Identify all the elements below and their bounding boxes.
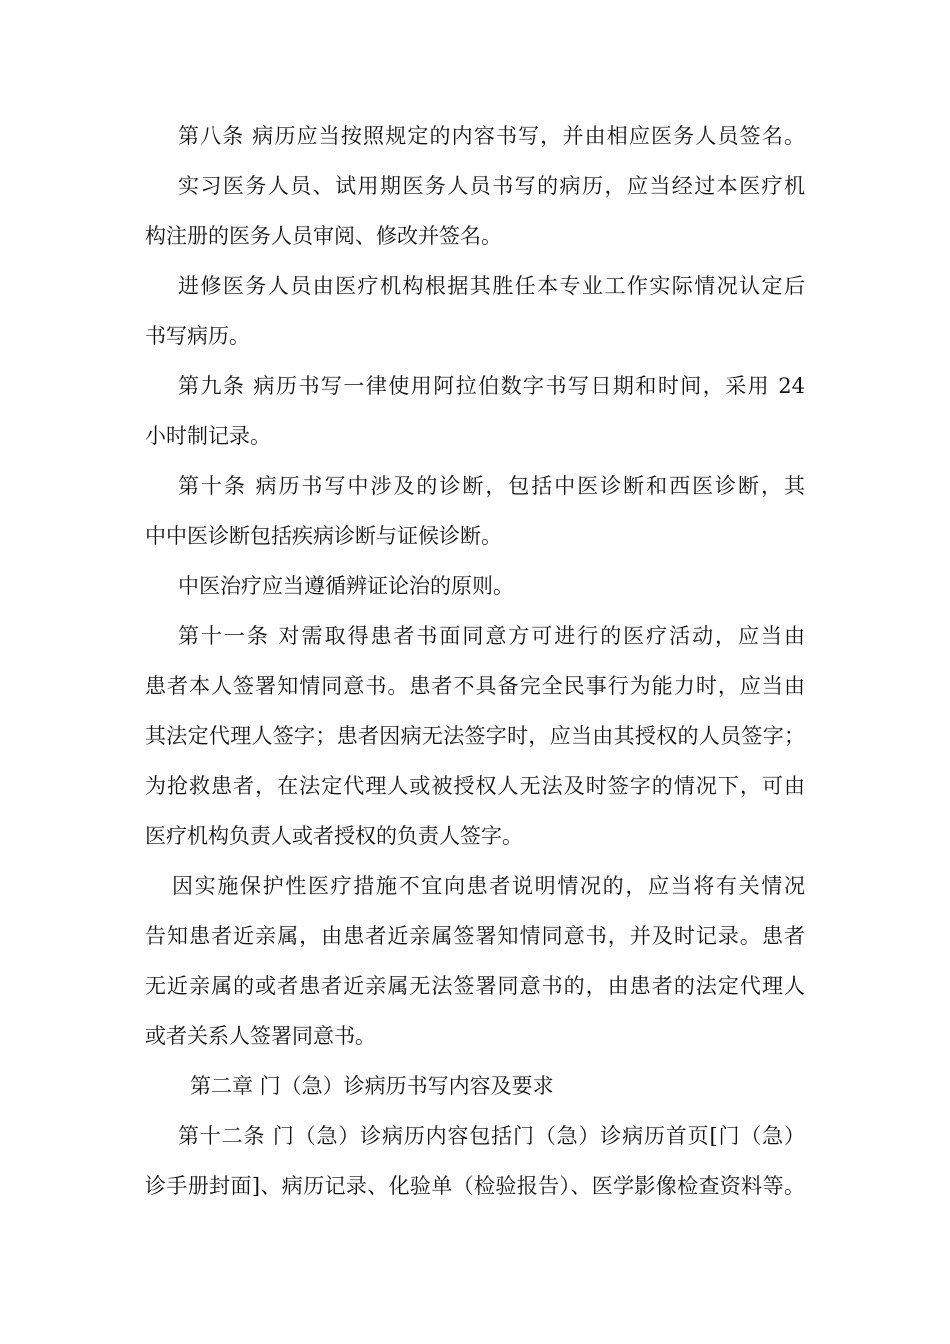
article-12-heading-line: 第十二条 门（急）诊病历内容包括门（急）诊病历首页[门（急） bbox=[178, 1124, 805, 1148]
paragraph-line: 无近亲属的或者患者近亲属无法签署同意书的，由患者的法定代理人 bbox=[145, 974, 805, 998]
paragraph-line: 书写病历。 bbox=[145, 324, 250, 348]
paragraph-line: 构注册的医务人员审阅、修改并签名。 bbox=[145, 224, 502, 248]
article-9-heading-line: 第九条 病历书写一律使用阿拉伯数字书写日期和时间，采用 24 bbox=[178, 374, 805, 398]
paragraph-line: 因实施保护性医疗措施不宜向患者说明情况的，应当将有关情况 bbox=[172, 874, 805, 898]
paragraph-line: 医疗机构负责人或者授权的负责人签字。 bbox=[145, 824, 523, 848]
paragraph-line: 其法定代理人签字；患者因病无法签字时，应当由其授权的人员签字； bbox=[145, 724, 805, 748]
paragraph-line: 诊手册封面]、病历记录、化验单（检验报告）、医学影像检查资料等。 bbox=[145, 1174, 805, 1198]
paragraph-line: 或者关系人签署同意书。 bbox=[145, 1024, 376, 1048]
paragraph-line: 实习医务人员、试用期医务人员书写的病历，应当经过本医疗机 bbox=[178, 174, 805, 198]
paragraph-line: 为抢救患者，在法定代理人或被授权人无法及时签字的情况下，可由 bbox=[145, 774, 805, 798]
paragraph-line: 中医治疗应当遵循辨证论治的原则。 bbox=[178, 574, 514, 598]
paragraph-line: 中中医诊断包括疾病诊断与证候诊断。 bbox=[145, 524, 502, 548]
paragraph-line: 患者本人签署知情同意书。患者不具备完全民事行为能力时，应当由 bbox=[145, 674, 805, 698]
chapter-heading: 第二章 门（急）诊病历书写内容及要求 bbox=[190, 1074, 554, 1098]
article-11-heading-line: 第十一条 对需取得患者书面同意方可进行的医疗活动，应当由 bbox=[178, 624, 805, 648]
paragraph-line: 进修医务人员由医疗机构根据其胜任本专业工作实际情况认定后 bbox=[178, 274, 805, 298]
paragraph-line: 小时制记录。 bbox=[145, 424, 271, 448]
article-10-heading-line: 第十条 病历书写中涉及的诊断，包括中医诊断和西医诊断，其 bbox=[178, 474, 805, 498]
paragraph-line: 告知患者近亲属，由患者近亲属签署知情同意书，并及时记录。患者 bbox=[145, 924, 805, 948]
article-8-heading-line: 第八条 病历应当按照规定的内容书写，并由相应医务人员签名。 bbox=[178, 124, 805, 148]
